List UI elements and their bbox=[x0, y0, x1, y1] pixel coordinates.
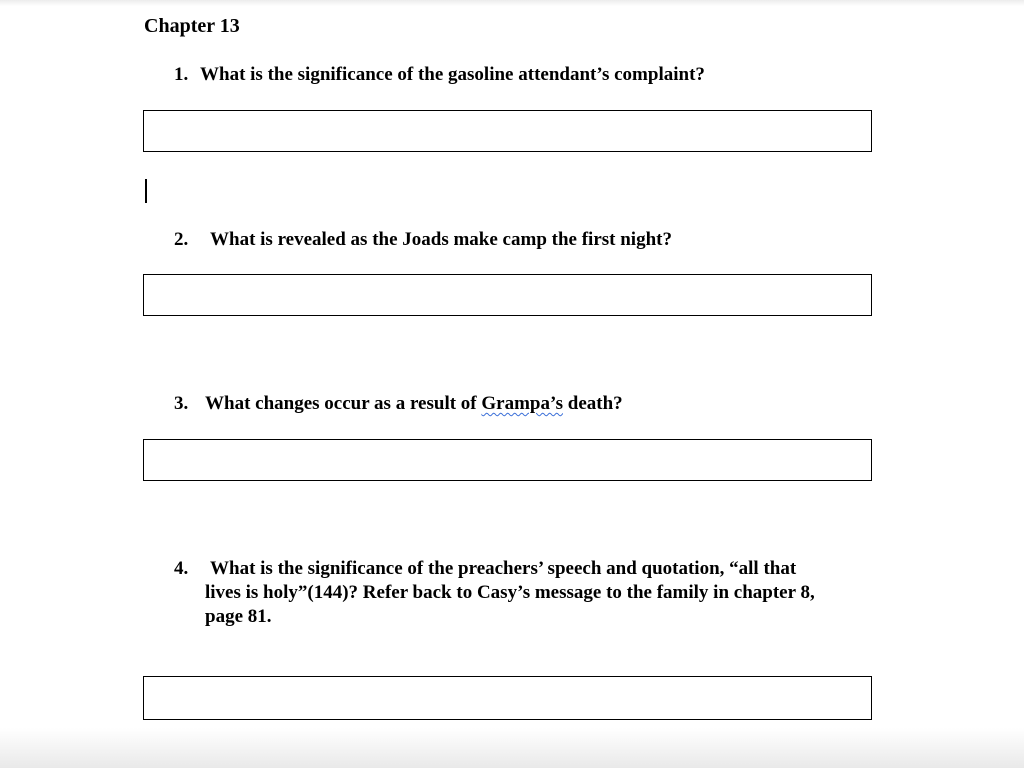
spellcheck-flagged-word[interactable]: Grampa’s bbox=[481, 393, 563, 414]
question-text: What is revealed as the Joads make camp the first night? bbox=[210, 229, 672, 250]
question-line-3: page 81. bbox=[205, 606, 272, 627]
window-top-shadow bbox=[0, 0, 1024, 6]
answer-box-1[interactable] bbox=[143, 110, 872, 152]
question-line-1 bbox=[174, 557, 864, 581]
question-1 bbox=[174, 63, 864, 87]
chapter-heading: Chapter 13 bbox=[144, 15, 240, 37]
question-text: What is the significance of the preachers’ speech and quotation, “all that bbox=[210, 558, 797, 579]
answer-box-4[interactable] bbox=[143, 676, 872, 720]
question-line-2: lives is holy”(144)? Refer back to Casy’s message to the family in chapter 8, bbox=[205, 582, 815, 603]
question-number: 3. bbox=[174, 393, 189, 414]
question-4 bbox=[174, 557, 864, 629]
answer-box-3[interactable] bbox=[143, 439, 872, 481]
question-text-before: What changes occur as a result of bbox=[205, 393, 482, 414]
question-text: What is the significance of the gasoline attendant’s complaint? bbox=[200, 64, 705, 85]
question-text-after: death? bbox=[563, 393, 623, 414]
question-3 bbox=[174, 392, 864, 416]
question-number: 1. bbox=[174, 64, 189, 85]
window-bottom-shadow bbox=[0, 728, 1024, 768]
question-number: 2. bbox=[174, 229, 189, 250]
text-cursor bbox=[145, 179, 147, 203]
question-2 bbox=[174, 228, 864, 252]
answer-box-2[interactable] bbox=[143, 274, 872, 316]
question-number: 4. bbox=[174, 558, 189, 579]
